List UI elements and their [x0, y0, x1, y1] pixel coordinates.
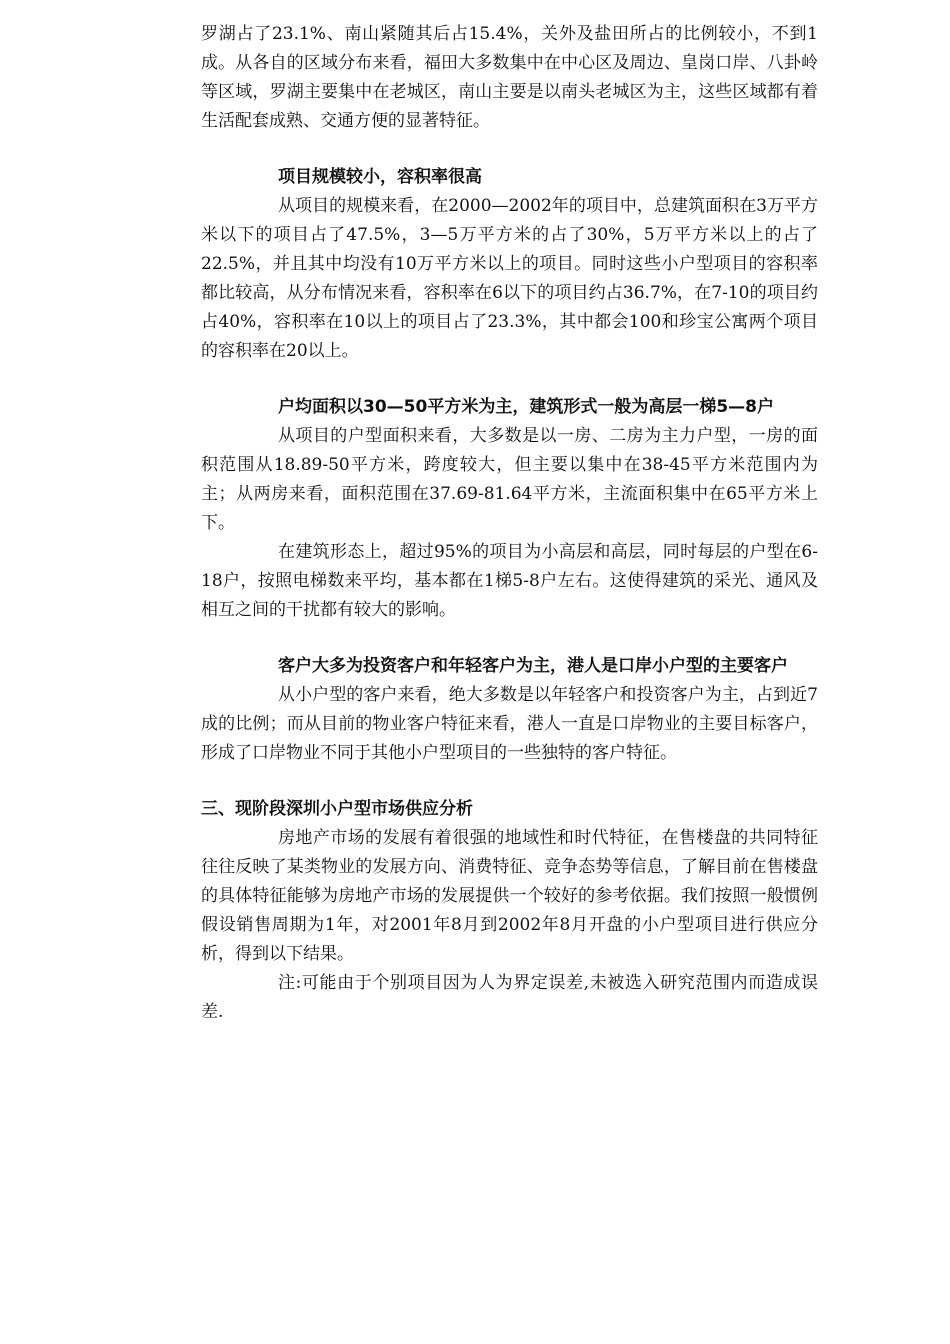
spacer	[201, 768, 818, 795]
paragraph-district-distribution: 罗湖占了23.1%、南山紧随其后占15.4%，关外及盐田所占的比例较小，不到1成。从各自的区域分布来看，福田大多数集中在中心区及周边、皇岗口岸、八卦岭等区域，罗湖主要集中在老城区，南山主要是以南头老城区为主，这些区域都有着生活配套成熟、交通方便的显著特征。	[201, 24, 818, 131]
paragraph-supply-analysis: 房地产市场的发展有着很强的地域性和时代特征，在售楼盘的共同特征往往反映了某类物业的发展方向、消费特征、竞争态势等信息，了解目前在售楼盘的具体特征能够为房地产市场的发展提供一个较好的参考依据。我们按照一般惯例假设销售周期为1年，对2001年8月到2002年8月开盘的小户型项目进行供应分析，得到以下结果。	[201, 828, 818, 964]
subheading-project-scale: 项目规模较小，容积率很高	[278, 167, 482, 187]
subheading-customers: 客户大多为投资客户和年轻客户为主，港人是口岸小户型的主要客户	[278, 656, 788, 676]
paragraph-note: 注:可能由于个别项目因为人为界定误差,未被选入研究范围内而造成误差.	[201, 973, 818, 1022]
paragraph-unit-area: 从项目的户型面积来看，大多数是以一房、二房为主力户型，一房的面积范围从18.89-50平方米，跨度较大，但主要以集中在38-45平方米范围内为主；从两房来看，面积范围在37.69-81.64平方米，主流面积集中在65平方米上下。	[201, 426, 818, 533]
spacer	[201, 625, 818, 652]
section-title-supply-analysis: 三、现阶段深圳小户型市场供应分析	[201, 799, 473, 819]
paragraph-building-form: 在建筑形态上，超过95%的项目为小高层和高层，同时每层的户型在6-18户，按照电梯数来平均，基本都在1梯5-8户左右。这使得建筑的采光、通风及相互之间的干扰都有较大的影响。	[201, 542, 818, 620]
paragraph-project-scale: 从项目的规模来看，在2000—2002年的项目中，总建筑面积在3万平方米以下的项目占了47.5%，3—5万平方米的占了30%，5万平方米以上的占了22.5%，并且其中均没有10万平方米以上的项目。同时这些小户型项目的容积率都比较高，从分布情况来看，容积率在6以下的项目约占36.7%，在7-10的项目约占40%，容积率在10以上的项目占了23.3%，其中都会100和珍宝公寓两个项目的容积率在20以上。	[201, 196, 818, 361]
document-body	[201, 20, 818, 1027]
spacer	[201, 136, 818, 163]
paragraph-customers: 从小户型的客户来看，绝大多数是以年轻客户和投资客户为主，占到近7成的比例；而从目前的物业客户特征来看，港人一直是口岸物业的主要目标客户，形成了口岸物业不同于其他小户型项目的一些独特的客户特征。	[201, 685, 818, 763]
spacer	[201, 366, 818, 393]
subheading-unit-area: 户均面积以30—50平方米为主，建筑形式一般为高层一梯5—8户	[278, 397, 774, 417]
